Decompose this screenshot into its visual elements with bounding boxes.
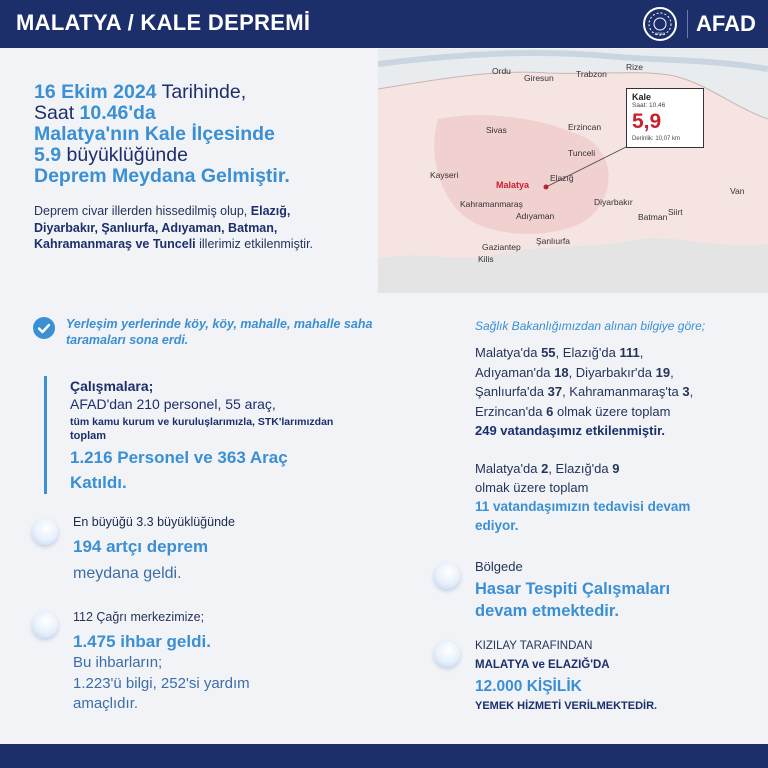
kizilay-count: 12.000 KİŞİLİK [475, 678, 582, 695]
map-city-kahramanmaras: Kahramanmaraş [460, 199, 523, 209]
health-row-3: Şanlıurfa'da 37, Kahramanmaraş'ta 3, [475, 384, 694, 399]
intro-suffix: illerimiz etkilenmiştir. [195, 237, 314, 251]
health-row-2: Adıyaman'da 18, Diyarbakır'da 19, [475, 364, 674, 380]
map-city-batman: Batman [638, 212, 668, 222]
kizilay-line-2: MALATYA ve ELAZIĞ'DA [475, 659, 610, 671]
health-treatment-block [475, 459, 735, 535]
epicenter-depth: Derinlik: 10,07 km [632, 136, 681, 142]
work-line-3: toplam [70, 430, 107, 442]
headline-date-suffix: Tarihinde, [156, 81, 247, 103]
work-heading: Çalışmalara; [70, 378, 154, 394]
headline-magnitude-suffix: büyüklüğünde [61, 144, 188, 166]
map-city-gaziantep: Gaziantep [482, 242, 521, 252]
epicenter-pointer [378, 49, 768, 293]
epicenter-magnitude: 5,9 [632, 110, 662, 133]
map-city-rize: Rize [626, 62, 644, 72]
seal-text: AFAD [654, 31, 666, 36]
aftershock-line-3: meydana geldi. [73, 565, 182, 582]
map-city-kilis: Kilis [478, 254, 494, 264]
aftershock-bubble-icon [32, 519, 58, 545]
map-city-sivas: Sivas [486, 125, 507, 135]
footer-bar [0, 744, 768, 768]
map-city-trabzon: Trabzon [576, 69, 607, 79]
work-line-2: tüm kamu kurum ve kuruluşlarımızla, STK'larımızdan [70, 416, 334, 428]
aftershock-line-1: En büyüğü 3.3 büyüklüğünde [73, 515, 235, 529]
intro-paragraph [34, 203, 334, 253]
map-city-siirt: Siirt [668, 207, 683, 217]
damage-bubble-icon [434, 563, 460, 589]
headline-time-prefix: Saat [34, 102, 80, 124]
intro-prefix: Deprem civar illerden hissedilmiş olup, [34, 204, 248, 218]
map-city-giresun: Giresun [524, 73, 554, 83]
headline-date: 16 Ekim 2024 [34, 81, 157, 103]
map-city-adiyaman: Adıyaman [516, 211, 555, 221]
headline-time: 10.46'da [79, 102, 156, 124]
treatment-row-1: Malatya'da 2, Elazığ'da 9 [475, 461, 620, 476]
map-city-ordu: Ordu [492, 66, 511, 76]
map-city-kayseri: Kayseri [430, 170, 459, 180]
epicenter-time: Saat: 10.46 [632, 102, 666, 109]
health-affected-total: 249 vatandaşımız etkilenmiştir. [475, 423, 666, 438]
headline-magnitude: 5.9 [34, 144, 62, 166]
aftershock-count: 194 artçı deprem [73, 537, 209, 556]
map-city-elazig: Elazığ [550, 173, 574, 183]
intro-provinces: Elazığ, Diyarbakır, Şanlıurfa, Adıyaman, Batman, Kahramanmaraş ve Tunceli [34, 204, 291, 251]
map-city-tunceli: Tunceli [568, 148, 596, 158]
damage-label: Bölgede [475, 559, 523, 574]
work-total-line-2: Katıldı. [70, 473, 127, 492]
headline-line-2 [34, 103, 156, 124]
work-total-line-1: 1.216 Personel ve 363 Araç [70, 448, 288, 467]
map-city-van: Van [730, 186, 745, 196]
health-source: Sağlık Bakanlığımızdan alınan bilgiye göre; [475, 319, 706, 333]
health-row-1: Malatya'da 55, Elazığ'da 111, [475, 345, 644, 360]
search-status-text: Yerleşim yerlerinde köy, köy, mahalle, mahalle saha taramaları sona erdi. [66, 317, 373, 347]
headline-line-4 [34, 145, 188, 166]
calls-line-5: amaçlıdır. [73, 695, 139, 712]
headline-line-5: Deprem Meydana Gelmiştir. [34, 165, 290, 187]
map-city-sanliurfa: Şanlıurfa [536, 236, 571, 246]
calls-bubble-icon [32, 612, 58, 638]
headline-line-3: Malatya'nın Kale İlçesinde [34, 123, 275, 145]
region-map [378, 49, 768, 293]
calls-line-3: Bu ihbarların; [73, 654, 163, 671]
work-accent-bar [44, 376, 47, 494]
check-circle-icon [33, 317, 55, 339]
map-city-malatya: Malatya [496, 180, 530, 190]
map-city-erzincan: Erzincan [568, 122, 602, 132]
map-city-diyarbakir: Diyarbakır [594, 197, 633, 207]
damage-line-1: Hasar Tespiti Çalışmaları [475, 580, 671, 598]
afad-logo: AFAD [696, 11, 756, 36]
epicenter-name: Kale [632, 92, 652, 102]
calls-line-1: 112 Çağrı merkezimize; [73, 610, 205, 624]
work-line-1: AFAD'dan 210 personel, 55 araç, [70, 396, 276, 412]
page-title: MALATYA / KALE DEPREMİ [16, 10, 311, 35]
health-row-4: Erzincan'da 6 olmak üzere toplam [475, 403, 671, 419]
headline-line-1 [34, 82, 246, 103]
header-divider [687, 10, 688, 38]
health-affected-block [475, 343, 735, 441]
epicenter-label-box [626, 88, 704, 148]
calls-line-4: 1.223'ü bilgi, 252'si yardım [73, 675, 250, 692]
kizilay-line-1: KIZILAY TARAFINDAN [475, 640, 593, 652]
seal-icon [643, 7, 677, 41]
treatment-row-2: olmak üzere toplam [475, 480, 589, 495]
kizilay-line-4: YEMEK HİZMETİ VERİLMEKTEDİR. [475, 700, 658, 712]
damage-line-2: devam etmektedir. [475, 602, 619, 620]
treatment-row-3: 11 vatandaşımızın tedavisi devam [475, 499, 691, 514]
treatment-row-4: ediyor. [475, 518, 519, 533]
calls-count: 1.475 ihbar geldi. [73, 632, 211, 651]
kizilay-bubble-icon [434, 641, 460, 667]
